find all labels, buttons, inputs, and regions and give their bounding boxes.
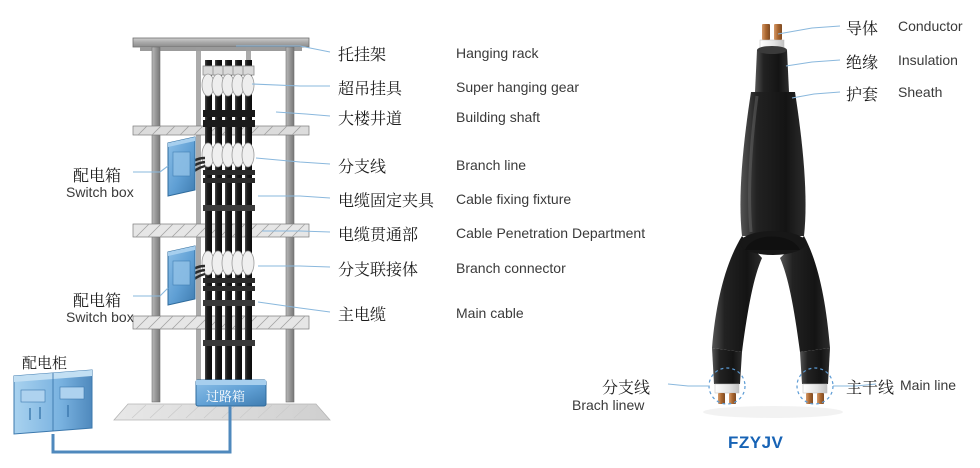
callout-en-branch-line: Branch line [456, 157, 527, 173]
building-shaft-structure [14, 38, 330, 452]
switch-box-upper-en: Switch box [66, 184, 134, 200]
main-line-en: Main line [900, 377, 957, 393]
callout-cn-branch-connector: 分支联接体 [338, 262, 419, 279]
switch-box-upper-cn: 配电箱 [73, 168, 122, 185]
branch-line-en: Brach linew [572, 397, 645, 413]
switch-box-lower [168, 246, 195, 305]
switch-box-lower-cn: 配电箱 [73, 293, 122, 310]
callout-cn-conductor: 导体 [846, 21, 879, 38]
product-title: FZYJV [728, 433, 784, 452]
callout-en-cable-fixing-fixture: Cable fixing fixture [456, 191, 572, 207]
callout-en-main-cable: Main cable [456, 305, 524, 321]
callout-cn-insulation: 绝缘 [846, 55, 879, 72]
callout-cn-hanging-rack: 托挂架 [338, 47, 387, 64]
branch-line-cn: 分支线 [602, 380, 651, 397]
callout-en-hanging-rack: Hanging rack [456, 45, 539, 61]
callout-en-building-shaft: Building shaft [456, 109, 541, 125]
main-line-cn: 主干线 [846, 380, 895, 397]
super-hanging-gear [202, 66, 254, 96]
callout-cn-cable-penetration: 电缆贯通部 [338, 227, 419, 244]
callout-cn-cable-fixing-fixture: 电缆固定夹具 [338, 193, 435, 210]
callout-en-sheath: Sheath [898, 84, 943, 100]
callout-en-branch-connector: Branch connector [456, 260, 566, 276]
callout-cn-building-shaft: 大楼井道 [338, 111, 403, 128]
passage-box-label: 过路箱 [206, 389, 246, 404]
callout-cn-branch-line: 分支线 [338, 159, 387, 176]
distribution-cabinet [14, 370, 92, 434]
callout-cn-sheath: 护套 [846, 87, 879, 104]
callout-en-insulation: Insulation [898, 52, 958, 68]
cable-joint-product [703, 24, 843, 418]
callout-cn-main-cable: 主电缆 [338, 307, 387, 324]
distribution-cabinet-label: 配电柜 [22, 355, 68, 372]
switch-box-upper [168, 137, 195, 196]
callout-cn-super-hanging-gear: 超吊挂具 [338, 81, 403, 98]
callout-en-cable-penetration: Cable Penetration Department [456, 225, 646, 241]
switch-box-lower-en: Switch box [66, 309, 134, 325]
callout-en-conductor: Conductor [898, 18, 963, 34]
callout-en-super-hanging-gear: Super hanging gear [456, 79, 579, 95]
